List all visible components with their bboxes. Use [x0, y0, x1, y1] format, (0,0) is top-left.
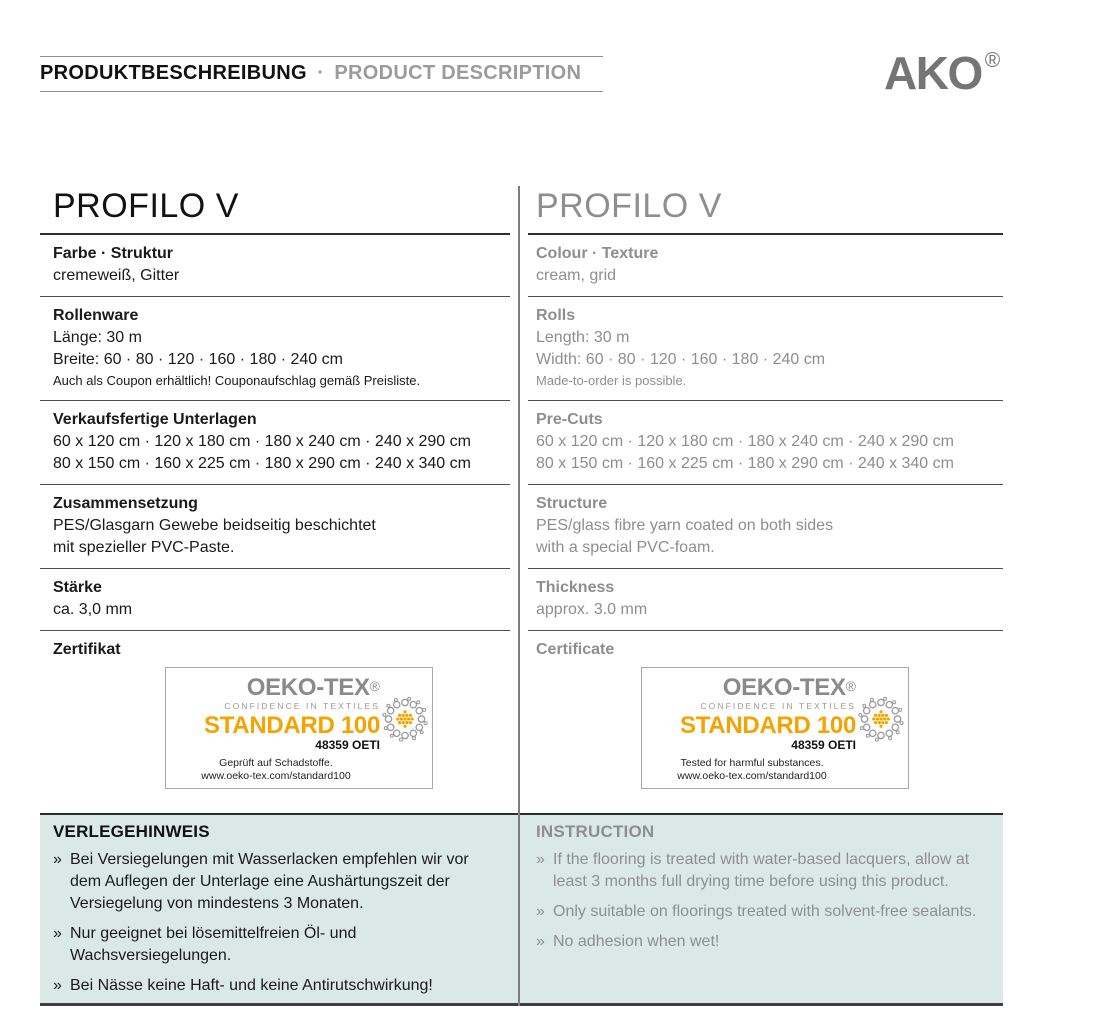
spec-value-de: Länge: 30 m — [53, 329, 142, 346]
instruction-bullet-en: » Only suitable on floorings treated with solvent-free sealants. — [536, 901, 995, 923]
ako-logo-text: AKO — [884, 47, 982, 99]
document-header — [40, 56, 603, 92]
spec-heading-de: Zusammensetzung — [53, 495, 198, 512]
product-table — [40, 186, 1003, 1006]
spec-heading-en: Structure — [536, 495, 608, 512]
registered-trademark-icon: ® — [984, 49, 1001, 72]
oeko-tex-flower-icon — [381, 695, 429, 743]
spec-heading-de: Rollenware — [53, 307, 139, 324]
bullet-marker-icon: » — [53, 925, 62, 942]
instruction-section — [40, 813, 1003, 1006]
spec-heading-de: Stärke — [53, 579, 102, 596]
instruction-heading-en: INSTRUCTION — [536, 822, 655, 841]
oeko-tex-brand: OEKO-TEX — [246, 674, 370, 701]
oeko-tex-tagline: CONFIDENCE IN TEXTILES — [224, 701, 380, 711]
instruction-bullet-en: » If the flooring is treated with water-based lacquers, allow at least 3 months full drying time before using this product. — [536, 849, 995, 893]
instruction-bullet-en: » No adhesion when wet! — [536, 931, 995, 953]
spec-value-en: PES/glass fibre yarn coated on both sides — [536, 517, 834, 534]
certificate-row — [40, 631, 1003, 813]
spec-value-en: approx. 3.0 mm — [536, 601, 648, 618]
product-name-de: PROFILO V — [53, 187, 239, 225]
bullet-marker-icon: » — [536, 933, 545, 950]
spec-row-colour — [40, 235, 1003, 297]
spec-heading-de: Verkaufsfertige Unterlagen — [53, 411, 257, 428]
spec-value-de: mit spezieller PVC-Paste. — [53, 539, 235, 556]
certificate-note-de: Geprüft auf Schadstoffe. — [219, 757, 333, 769]
spec-value-de: cremeweiß, Gitter — [53, 267, 180, 284]
ako-logo — [884, 46, 1001, 100]
spec-value-en: 80 x 150 cm · 160 x 225 cm · 180 x 290 cm · 240 x 340 cm — [536, 455, 954, 472]
spec-heading-en: Pre-Cuts — [536, 411, 603, 428]
product-title-row — [40, 186, 1003, 235]
spec-value-de: ca. 3,0 mm — [53, 601, 133, 618]
certificate-url: www.oeko-tex.com/standard100 — [677, 770, 827, 782]
spec-row-structure — [40, 485, 1003, 569]
header-title-separator: · — [317, 62, 324, 84]
certificate-number: 48359 OETI — [315, 738, 380, 752]
spec-note-en: Made-to-order is possible. — [536, 373, 687, 388]
spec-heading-en: Colour · Texture — [536, 245, 659, 262]
registered-trademark-icon: ® — [845, 678, 856, 694]
spec-row-precuts — [40, 401, 1003, 485]
spec-heading-en: Thickness — [536, 579, 615, 596]
oeko-tex-badge-en — [641, 667, 909, 789]
certificate-label-en: Certificate — [536, 641, 615, 658]
oeko-tex-tagline: CONFIDENCE IN TEXTILES — [700, 701, 856, 711]
bullet-marker-icon: » — [536, 903, 545, 920]
spec-value-en: with a special PVC-foam. — [536, 539, 715, 556]
bullet-marker-icon: » — [536, 851, 545, 868]
spec-value-en: Width: 60 · 80 · 120 · 160 · 180 · 240 cm — [536, 351, 826, 368]
column-divider — [518, 186, 520, 1006]
oeko-tex-standard: STANDARD 100 — [680, 712, 856, 739]
product-name-en: PROFILO V — [536, 187, 722, 225]
spec-value-de: 80 x 150 cm · 160 x 225 cm · 180 x 290 cm · 240 x 340 cm — [53, 455, 471, 472]
spec-value-en: cream, grid — [536, 267, 617, 284]
certificate-url: www.oeko-tex.com/standard100 — [201, 770, 351, 782]
spec-row-rolls — [40, 297, 1003, 401]
spec-note-de: Auch als Coupon erhältlich! Couponaufschlag gemäß Preisliste. — [53, 373, 421, 388]
header-title-de: PRODUKTBESCHREIBUNG — [40, 62, 307, 84]
certificate-number: 48359 OETI — [791, 738, 856, 752]
certificate-note-en: Tested for harmful substances. — [680, 757, 824, 769]
spec-value-en: 60 x 120 cm · 120 x 180 cm · 180 x 240 cm · 240 x 290 cm — [536, 433, 954, 450]
instruction-bullet-de: » Bei Versiegelungen mit Wasserlacken empfehlen wir vor dem Auflegen der Unterlage eine Aushärtungszeit der Versiegelung von mindestens 3 Monaten. — [53, 849, 502, 915]
spec-row-thickness — [40, 569, 1003, 631]
instruction-bullet-de: » Bei Nässe keine Haft- und keine Antirutschwirkung! — [53, 975, 502, 997]
oeko-tex-badge-de — [165, 667, 433, 789]
header-title-en: PRODUCT DESCRIPTION — [334, 62, 582, 84]
spec-heading-de: Farbe · Struktur — [53, 245, 174, 262]
registered-trademark-icon: ® — [369, 678, 380, 694]
spec-value-de: PES/Glasgarn Gewebe beidseitig beschichtet — [53, 517, 376, 534]
spec-heading-en: Rolls — [536, 307, 576, 324]
instruction-heading-de: VERLEGEHINWEIS — [53, 822, 210, 841]
bullet-marker-icon: » — [53, 977, 62, 994]
oeko-tex-standard: STANDARD 100 — [204, 712, 380, 739]
bullet-marker-icon: » — [53, 851, 62, 868]
oeko-tex-brand: OEKO-TEX — [722, 674, 846, 701]
instruction-bullet-de: » Nur geeignet bei lösemittelfreien Öl- und Wachsversiegelungen. — [53, 923, 502, 967]
certificate-label-de: Zertifikat — [53, 641, 121, 658]
spec-value-de: Breite: 60 · 80 · 120 · 160 · 180 · 240 cm — [53, 351, 343, 368]
spec-value-en: Length: 30 m — [536, 329, 630, 346]
spec-value-de: 60 x 120 cm · 120 x 180 cm · 180 x 240 cm · 240 x 290 cm — [53, 433, 471, 450]
oeko-tex-flower-icon — [857, 695, 905, 743]
